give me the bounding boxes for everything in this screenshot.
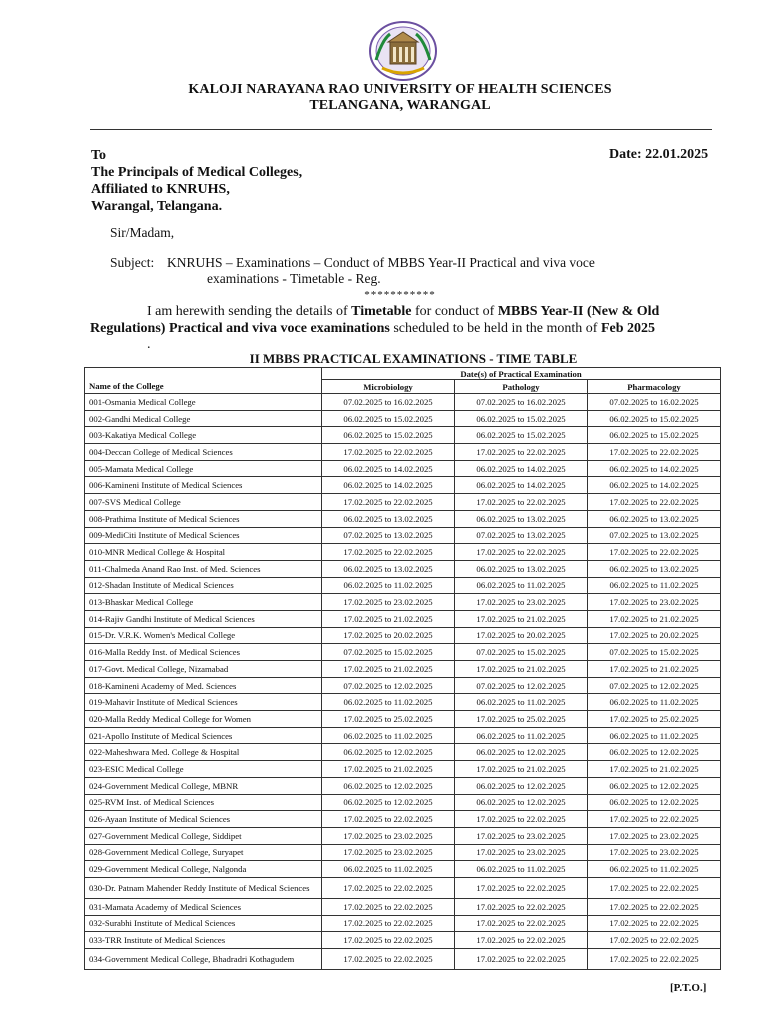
microbiology-date-cell: 06.02.2025 to 11.02.2025 <box>322 861 455 878</box>
microbiology-date-cell: 06.02.2025 to 15.02.2025 <box>322 427 455 444</box>
microbiology-date-cell: 07.02.2025 to 13.02.2025 <box>322 527 455 544</box>
college-name-cell: 032-Surabhi Institute of Medical Sciences <box>85 915 322 932</box>
pathology-date-cell: 17.02.2025 to 21.02.2025 <box>455 610 588 627</box>
pathology-date-cell: 17.02.2025 to 22.02.2025 <box>455 811 588 828</box>
pathology-date-cell: 06.02.2025 to 12.02.2025 <box>455 794 588 811</box>
table-row <box>85 661 721 678</box>
microbiology-date-cell: 17.02.2025 to 22.02.2025 <box>322 811 455 828</box>
pharmacology-date-cell: 07.02.2025 to 16.02.2025 <box>588 394 721 411</box>
microbiology-date-cell: 17.02.2025 to 20.02.2025 <box>322 627 455 644</box>
subject-label: Subject: <box>110 255 155 270</box>
pathology-date-cell: 17.02.2025 to 21.02.2025 <box>455 761 588 778</box>
pharmacology-date-cell: 06.02.2025 to 11.02.2025 <box>588 861 721 878</box>
salutation: Sir/Madam, <box>110 225 175 240</box>
table-row <box>85 560 721 577</box>
subject-line-1: KNRUHS – Examinations – Conduct of MBBS Year-II Practical and viva voce <box>167 255 595 270</box>
microbiology-date-cell: 07.02.2025 to 16.02.2025 <box>322 394 455 411</box>
body-text-2: for conduct of <box>411 304 498 319</box>
pathology-date-cell: 17.02.2025 to 22.02.2025 <box>455 877 588 898</box>
pharmacology-date-cell: 17.02.2025 to 22.02.2025 <box>588 915 721 932</box>
pharmacology-date-cell: 17.02.2025 to 22.02.2025 <box>588 898 721 915</box>
college-name-cell: 018-Kamineni Academy of Med. Sciences <box>85 677 322 694</box>
pathology-date-cell: 17.02.2025 to 22.02.2025 <box>455 544 588 561</box>
table-row <box>85 627 721 644</box>
microbiology-date-cell: 07.02.2025 to 12.02.2025 <box>322 677 455 694</box>
table-row <box>85 861 721 878</box>
college-name-cell: 030-Dr. Patnam Mahender Reddy Institute of Medical Sciences <box>85 877 322 898</box>
pathology-date-cell: 06.02.2025 to 12.02.2025 <box>455 777 588 794</box>
microbiology-date-cell: 06.02.2025 to 13.02.2025 <box>322 510 455 527</box>
pharmacology-date-cell: 17.02.2025 to 23.02.2025 <box>588 594 721 611</box>
college-name-cell: 006-Kamineni Institute of Medical Sciences <box>85 477 322 494</box>
pharmacology-date-cell: 06.02.2025 to 12.02.2025 <box>588 777 721 794</box>
pathology-date-cell: 07.02.2025 to 12.02.2025 <box>455 677 588 694</box>
pharmacology-date-cell: 06.02.2025 to 11.02.2025 <box>588 577 721 594</box>
pto-label: [P.T.O.] <box>670 982 707 994</box>
college-name-cell: 019-Mahavir Institute of Medical Sciences <box>85 694 322 711</box>
college-name-cell: 011-Chalmeda Anand Rao Inst. of Med. Sciences <box>85 560 322 577</box>
pathology-date-cell: 17.02.2025 to 23.02.2025 <box>455 844 588 861</box>
pathology-date-cell: 17.02.2025 to 22.02.2025 <box>455 949 588 970</box>
microbiology-date-cell: 17.02.2025 to 22.02.2025 <box>322 915 455 932</box>
microbiology-date-cell: 17.02.2025 to 23.02.2025 <box>322 594 455 611</box>
addressee-block <box>91 147 302 215</box>
pharmacology-date-cell: 17.02.2025 to 22.02.2025 <box>588 494 721 511</box>
pharmacology-date-cell: 06.02.2025 to 14.02.2025 <box>588 477 721 494</box>
table-row <box>85 827 721 844</box>
pharmacology-date-cell: 07.02.2025 to 13.02.2025 <box>588 527 721 544</box>
table-row <box>85 915 721 932</box>
table-row <box>85 932 721 949</box>
college-name-cell: 016-Malla Reddy Inst. of Medical Sciences <box>85 644 322 661</box>
body-text-3: scheduled to be held in the month of <box>389 321 601 336</box>
pharmacology-date-cell: 06.02.2025 to 15.02.2025 <box>588 410 721 427</box>
table-row <box>85 427 721 444</box>
table-row <box>85 777 721 794</box>
addressee-line-2: Affiliated to KNRUHS, <box>91 182 230 197</box>
pathology-date-cell: 17.02.2025 to 21.02.2025 <box>455 661 588 678</box>
microbiology-date-cell: 06.02.2025 to 14.02.2025 <box>322 477 455 494</box>
pathology-date-cell: 06.02.2025 to 11.02.2025 <box>455 577 588 594</box>
pharmacology-date-cell: 06.02.2025 to 11.02.2025 <box>588 694 721 711</box>
body-bold-1: Timetable <box>351 304 412 319</box>
college-name-cell: 028-Government Medical College, Suryapet <box>85 844 322 861</box>
college-name-cell: 034-Government Medical College, Bhadradri Kothagudem <box>85 949 322 970</box>
table-row <box>85 898 721 915</box>
college-name-cell: 004-Deccan College of Medical Sciences <box>85 444 322 461</box>
body-text-1: I am herewith sending the details of <box>147 304 352 319</box>
pathology-date-cell: 17.02.2025 to 25.02.2025 <box>455 711 588 728</box>
college-name-cell: 005-Mamata Medical College <box>85 460 322 477</box>
pathology-date-cell: 06.02.2025 to 11.02.2025 <box>455 861 588 878</box>
college-name-cell: 026-Ayaan Institute of Medical Sciences <box>85 811 322 828</box>
college-name-cell: 012-Shadan Institute of Medical Sciences <box>85 577 322 594</box>
pharmacology-date-cell: 17.02.2025 to 21.02.2025 <box>588 610 721 627</box>
pathology-date-cell: 06.02.2025 to 11.02.2025 <box>455 694 588 711</box>
college-name-cell: 025-RVM Inst. of Medical Sciences <box>85 794 322 811</box>
microbiology-date-cell: 17.02.2025 to 23.02.2025 <box>322 827 455 844</box>
column-header-microbiology: Microbiology <box>322 380 455 394</box>
college-name-cell: 033-TRR Institute of Medical Sciences <box>85 932 322 949</box>
pharmacology-date-cell: 17.02.2025 to 25.02.2025 <box>588 711 721 728</box>
pathology-date-cell: 17.02.2025 to 22.02.2025 <box>455 898 588 915</box>
pharmacology-date-cell: 07.02.2025 to 12.02.2025 <box>588 677 721 694</box>
pharmacology-date-cell: 06.02.2025 to 12.02.2025 <box>588 744 721 761</box>
body-paragraph <box>90 303 714 337</box>
microbiology-date-cell: 17.02.2025 to 22.02.2025 <box>322 877 455 898</box>
college-name-cell: 013-Bhaskar Medical College <box>85 594 322 611</box>
table-row <box>85 444 721 461</box>
pharmacology-date-cell: 17.02.2025 to 22.02.2025 <box>588 811 721 828</box>
table-row <box>85 410 721 427</box>
college-name-cell: 023-ESIC Medical College <box>85 761 322 778</box>
college-name-cell: 001-Osmania Medical College <box>85 394 322 411</box>
timetable-body <box>85 394 721 970</box>
to-label: To <box>91 148 107 163</box>
table-row <box>85 877 721 898</box>
trailing-dot: . <box>147 337 151 352</box>
college-name-cell: 007-SVS Medical College <box>85 494 322 511</box>
pathology-date-cell: 17.02.2025 to 22.02.2025 <box>455 932 588 949</box>
microbiology-date-cell: 17.02.2025 to 22.02.2025 <box>322 544 455 561</box>
college-name-cell: 021-Apollo Institute of Medical Sciences <box>85 727 322 744</box>
college-name-cell: 008-Prathima Institute of Medical Sciences <box>85 510 322 527</box>
subject-line-2: examinations - Timetable - Reg. <box>207 271 381 286</box>
microbiology-date-cell: 17.02.2025 to 22.02.2025 <box>322 932 455 949</box>
college-name-cell: 010-MNR Medical College & Hospital <box>85 544 322 561</box>
pathology-date-cell: 06.02.2025 to 15.02.2025 <box>455 427 588 444</box>
university-logo-icon <box>368 20 438 82</box>
university-location: TELANGANA, WARANGAL <box>309 98 491 113</box>
microbiology-date-cell: 06.02.2025 to 11.02.2025 <box>322 694 455 711</box>
table-row <box>85 761 721 778</box>
body-bold-2: MBBS Year-II (New & Old Regulations) Practical and viva voce examinations <box>90 304 660 336</box>
college-name-cell: 015-Dr. V.R.K. Women's Medical College <box>85 627 322 644</box>
header-divider <box>90 129 712 130</box>
pathology-date-cell: 06.02.2025 to 14.02.2025 <box>455 460 588 477</box>
microbiology-date-cell: 06.02.2025 to 12.02.2025 <box>322 744 455 761</box>
pathology-date-cell: 06.02.2025 to 11.02.2025 <box>455 727 588 744</box>
pathology-date-cell: 17.02.2025 to 22.02.2025 <box>455 494 588 511</box>
college-name-cell: 014-Rajiv Gandhi Institute of Medical Sciences <box>85 610 322 627</box>
college-name-cell: 031-Mamata Academy of Medical Sciences <box>85 898 322 915</box>
microbiology-date-cell: 17.02.2025 to 22.02.2025 <box>322 898 455 915</box>
microbiology-date-cell: 06.02.2025 to 11.02.2025 <box>322 577 455 594</box>
microbiology-date-cell: 06.02.2025 to 12.02.2025 <box>322 794 455 811</box>
college-name-cell: 024-Government Medical College, MBNR <box>85 777 322 794</box>
pharmacology-date-cell: 17.02.2025 to 22.02.2025 <box>588 444 721 461</box>
pathology-date-cell: 06.02.2025 to 13.02.2025 <box>455 560 588 577</box>
pharmacology-date-cell: 17.02.2025 to 21.02.2025 <box>588 661 721 678</box>
pharmacology-date-cell: 17.02.2025 to 22.02.2025 <box>588 877 721 898</box>
microbiology-date-cell: 17.02.2025 to 25.02.2025 <box>322 711 455 728</box>
microbiology-date-cell: 17.02.2025 to 22.02.2025 <box>322 494 455 511</box>
pharmacology-date-cell: 17.02.2025 to 22.02.2025 <box>588 949 721 970</box>
pathology-date-cell: 06.02.2025 to 14.02.2025 <box>455 477 588 494</box>
table-row <box>85 677 721 694</box>
table-row <box>85 727 721 744</box>
table-row <box>85 694 721 711</box>
pharmacology-date-cell: 17.02.2025 to 23.02.2025 <box>588 844 721 861</box>
microbiology-date-cell: 17.02.2025 to 22.02.2025 <box>322 949 455 970</box>
pathology-date-cell: 07.02.2025 to 15.02.2025 <box>455 644 588 661</box>
college-name-cell: 003-Kakatiya Medical College <box>85 427 322 444</box>
pathology-date-cell: 07.02.2025 to 13.02.2025 <box>455 527 588 544</box>
pathology-date-cell: 17.02.2025 to 20.02.2025 <box>455 627 588 644</box>
pharmacology-date-cell: 06.02.2025 to 13.02.2025 <box>588 510 721 527</box>
table-row <box>85 949 721 970</box>
table-row <box>85 811 721 828</box>
addressee-line-1: The Principals of Medical Colleges, <box>91 165 303 180</box>
pharmacology-date-cell: 17.02.2025 to 20.02.2025 <box>588 627 721 644</box>
column-header-pathology: Pathology <box>455 380 588 394</box>
microbiology-date-cell: 07.02.2025 to 15.02.2025 <box>322 644 455 661</box>
college-name-cell: 017-Govt. Medical College, Nizamabad <box>85 661 322 678</box>
pharmacology-date-cell: 17.02.2025 to 22.02.2025 <box>588 932 721 949</box>
pathology-date-cell: 17.02.2025 to 22.02.2025 <box>455 444 588 461</box>
pharmacology-date-cell: 06.02.2025 to 13.02.2025 <box>588 560 721 577</box>
column-group-header: Date(s) of Practical Examination <box>322 368 721 380</box>
table-row <box>85 477 721 494</box>
pathology-date-cell: 06.02.2025 to 15.02.2025 <box>455 410 588 427</box>
pathology-date-cell: 17.02.2025 to 23.02.2025 <box>455 827 588 844</box>
table-row <box>85 394 721 411</box>
letter-date: Date: 22.01.2025 <box>609 147 709 162</box>
pharmacology-date-cell: 06.02.2025 to 12.02.2025 <box>588 794 721 811</box>
microbiology-date-cell: 17.02.2025 to 23.02.2025 <box>322 844 455 861</box>
column-header-pharmacology: Pharmacology <box>588 380 721 394</box>
table-row <box>85 610 721 627</box>
pathology-date-cell: 17.02.2025 to 22.02.2025 <box>455 915 588 932</box>
table-row <box>85 711 721 728</box>
microbiology-date-cell: 06.02.2025 to 12.02.2025 <box>322 777 455 794</box>
college-name-cell: 029-Government Medical College, Nalgonda <box>85 861 322 878</box>
pharmacology-date-cell: 07.02.2025 to 15.02.2025 <box>588 644 721 661</box>
table-row <box>85 577 721 594</box>
microbiology-date-cell: 17.02.2025 to 21.02.2025 <box>322 761 455 778</box>
pharmacology-date-cell: 17.02.2025 to 22.02.2025 <box>588 544 721 561</box>
college-name-cell: 027-Government Medical College, Siddipet <box>85 827 322 844</box>
microbiology-date-cell: 06.02.2025 to 14.02.2025 <box>322 460 455 477</box>
table-row <box>85 844 721 861</box>
table-row <box>85 794 721 811</box>
college-name-cell: 020-Malla Reddy Medical College for Women <box>85 711 322 728</box>
microbiology-date-cell: 06.02.2025 to 13.02.2025 <box>322 560 455 577</box>
addressee-line-3: Warangal, Telangana. <box>91 199 223 214</box>
microbiology-date-cell: 17.02.2025 to 21.02.2025 <box>322 610 455 627</box>
table-row <box>85 544 721 561</box>
college-name-cell: 002-Gandhi Medical College <box>85 410 322 427</box>
table-row <box>85 594 721 611</box>
microbiology-date-cell: 06.02.2025 to 11.02.2025 <box>322 727 455 744</box>
table-row <box>85 494 721 511</box>
microbiology-date-cell: 17.02.2025 to 22.02.2025 <box>322 444 455 461</box>
column-header-college: Name of the College <box>85 368 322 394</box>
university-name: KALOJI NARAYANA RAO UNIVERSITY OF HEALTH SCIENCES <box>188 82 612 97</box>
pathology-date-cell: 07.02.2025 to 16.02.2025 <box>455 394 588 411</box>
college-name-cell: 009-MediCiti Institute of Medical Sciences <box>85 527 322 544</box>
table-row <box>85 510 721 527</box>
microbiology-date-cell: 17.02.2025 to 21.02.2025 <box>322 661 455 678</box>
table-row <box>85 527 721 544</box>
pharmacology-date-cell: 17.02.2025 to 21.02.2025 <box>588 761 721 778</box>
pathology-date-cell: 06.02.2025 to 12.02.2025 <box>455 744 588 761</box>
pharmacology-date-cell: 06.02.2025 to 11.02.2025 <box>588 727 721 744</box>
separator-stars: *********** <box>364 289 436 301</box>
pathology-date-cell: 06.02.2025 to 13.02.2025 <box>455 510 588 527</box>
body-bold-3: Feb 2025 <box>600 321 655 336</box>
pharmacology-date-cell: 06.02.2025 to 15.02.2025 <box>588 427 721 444</box>
pathology-date-cell: 17.02.2025 to 23.02.2025 <box>455 594 588 611</box>
table-row <box>85 744 721 761</box>
timetable <box>84 367 721 970</box>
table-title: II MBBS PRACTICAL EXAMINATIONS - TIME TABLE <box>249 351 578 366</box>
pharmacology-date-cell: 17.02.2025 to 23.02.2025 <box>588 827 721 844</box>
table-row <box>85 460 721 477</box>
table-row <box>85 644 721 661</box>
microbiology-date-cell: 06.02.2025 to 15.02.2025 <box>322 410 455 427</box>
pharmacology-date-cell: 06.02.2025 to 14.02.2025 <box>588 460 721 477</box>
college-name-cell: 022-Maheshwara Med. College & Hospital <box>85 744 322 761</box>
